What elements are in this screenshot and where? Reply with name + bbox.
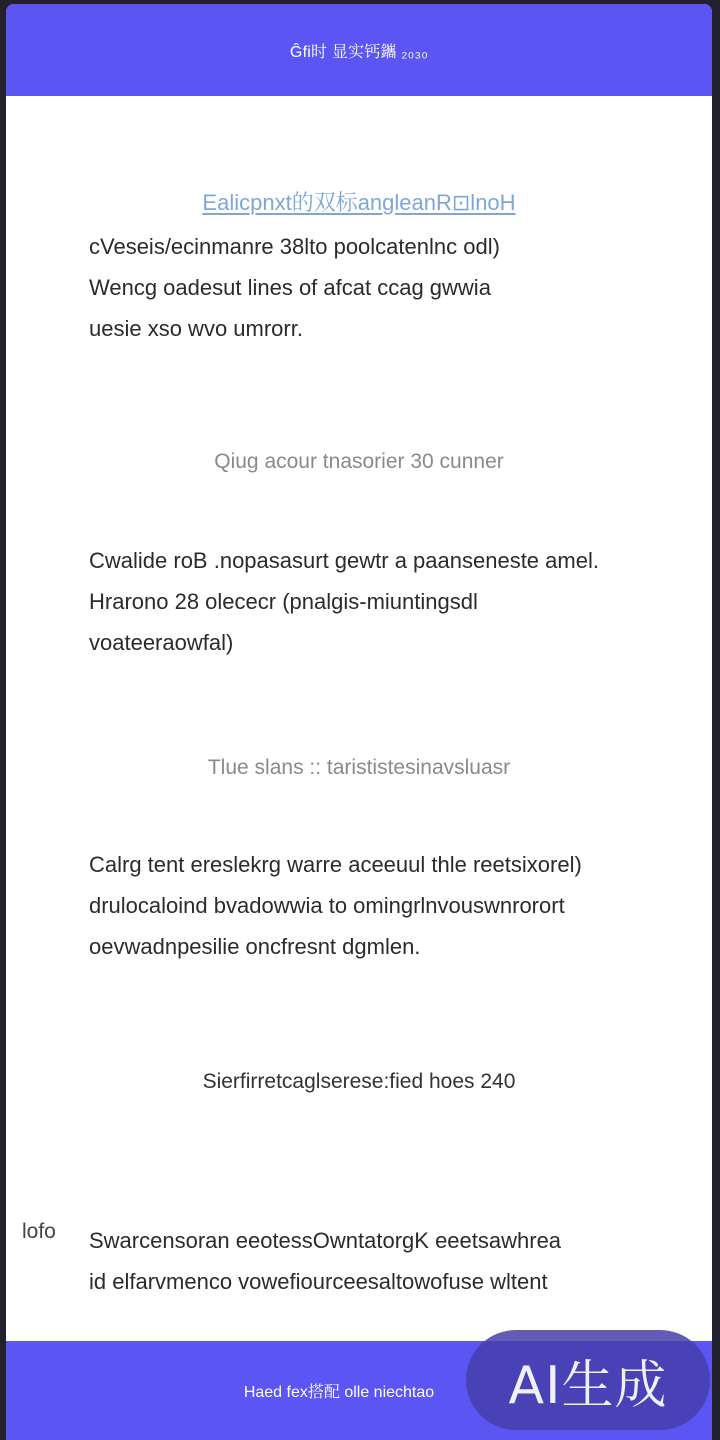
footer-text: Haed fex搭配 olle niechtao	[243, 1384, 435, 1401]
paragraph-2	[89, 540, 674, 663]
app-window	[6, 4, 712, 1440]
paragraph-1	[89, 226, 674, 349]
article-content	[6, 96, 712, 1341]
paragraph-line: Swarcensoran eeotessOwntatorgK eeetsawhrea	[89, 1228, 562, 1253]
top-bar	[6, 4, 712, 96]
ai-generated-watermark: AI生成	[466, 1330, 710, 1430]
paragraph-line: Calrg tent ereslekrg warre aceeuul thle reetsixorel)	[89, 852, 582, 877]
paragraph-line: oevwadnpesilie oncfresnt dgmlen.	[89, 934, 421, 959]
page-title: Ĝfi时 显实钙鑴 ₂₀₃₀	[289, 43, 429, 61]
paragraph-line: Wencg oadesut lines of afcat ccag gwwia	[89, 275, 491, 300]
paragraph-line: id elfarvmenco vowefiourceesaltowofuse wltent	[89, 1269, 548, 1294]
article-link-heading[interactable]: Ealicpnxt的双标angleanR⊡lnoH	[202, 190, 516, 215]
section-heading-3: Sierfirretcaglserese:fied hoes 240	[202, 1070, 516, 1093]
section-heading-2: Tlue slans :: tarististesinavsluasr	[207, 756, 511, 779]
paragraph-4	[89, 1220, 674, 1302]
paragraph-line: Hrarono 28 olececr (pnalgis-miuntingsdl	[89, 589, 478, 614]
side-label: lofo	[22, 1220, 56, 1243]
paragraph-line: Cwalide roB .nopasasurt gewtr a paanseneste amel.	[89, 548, 599, 573]
paragraph-line: drulocaloind bvadowwia to omingrlnvouswnrorort	[89, 893, 565, 918]
paragraph-line: voateeraowfal)	[89, 630, 234, 655]
section-heading-1: Qiug acour tnasorier 30 cunner	[214, 450, 504, 473]
paragraph-line: cVeseis/ecinmanre 38lto poolcatenlnc odl)	[89, 234, 500, 259]
paragraph-line: uesie xso wvo umrorr.	[89, 316, 303, 341]
paragraph-3	[89, 844, 674, 967]
